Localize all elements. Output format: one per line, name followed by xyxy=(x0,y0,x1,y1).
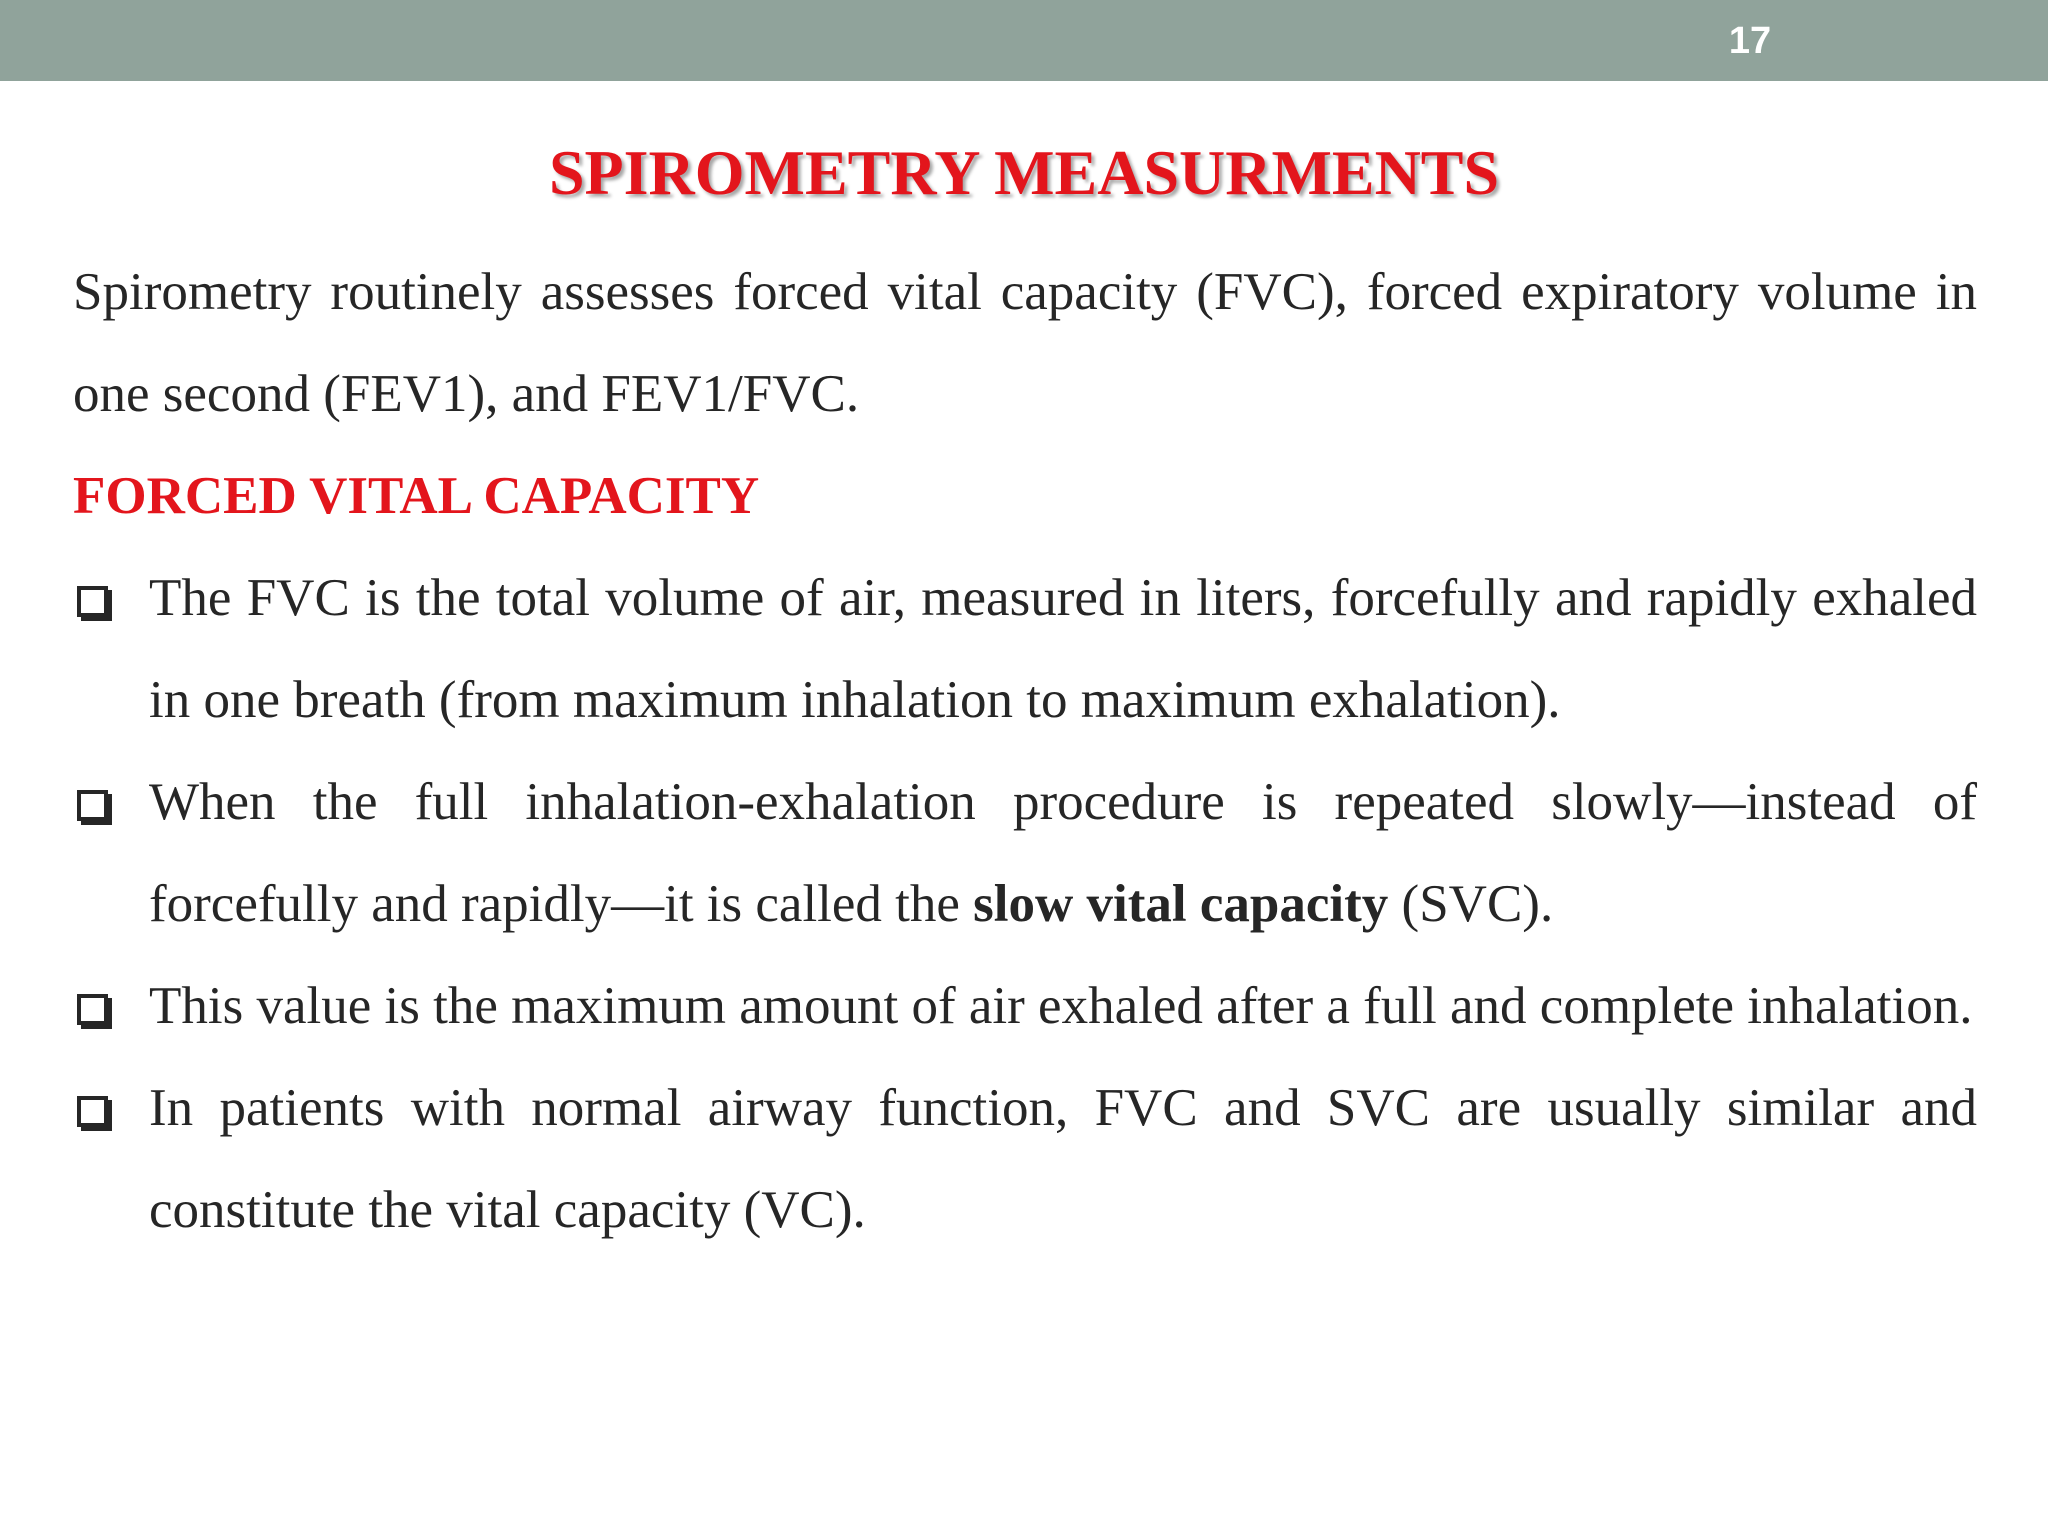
slide-number: 17 xyxy=(1728,20,1772,62)
intro-paragraph: Spirometry routinely assesses forced vital capacity (FVC), forced expiratory volume in one second (FEV1), and FEV1/FVC. xyxy=(73,263,1977,423)
bullet-item xyxy=(73,547,1977,751)
bullet-text: (SVC). xyxy=(1388,875,1554,933)
bullet-item xyxy=(73,751,1977,955)
header-bar xyxy=(0,0,2048,81)
checkbox-square-icon xyxy=(77,1096,108,1127)
checkbox-square-icon xyxy=(77,586,108,617)
section-heading: FORCED VITAL CAPACITY xyxy=(73,467,760,525)
bullet-item xyxy=(73,1057,1977,1261)
bullet-text: In patients with normal airway function, FVC and SVC are usually similar and constitute the vital capacity (VC). xyxy=(149,1079,1977,1239)
bullet-list xyxy=(73,547,1977,1261)
bullet-text: This value is the maximum amount of air exhaled after a full and complete inhalation. xyxy=(149,977,1973,1035)
slide-content xyxy=(73,241,1977,1261)
bold-term: slow vital capacity xyxy=(973,875,1389,933)
checkbox-square-icon xyxy=(77,790,108,821)
bullet-item xyxy=(73,955,1977,1057)
bullet-text: The FVC is the total volume of air, measured in liters, forcefully and rapidly exhaled in one breath (from maximum inhalation to maximum exhalation). xyxy=(149,569,1977,729)
bullet-text: When the full inhalation-exhalation procedure is repeated slowly—instead of forcefully and rapidly—it is called the xyxy=(149,773,1977,933)
checkbox-square-icon xyxy=(77,994,108,1025)
slide-title: SPIROMETRY MEASURMENTS xyxy=(548,137,1500,208)
